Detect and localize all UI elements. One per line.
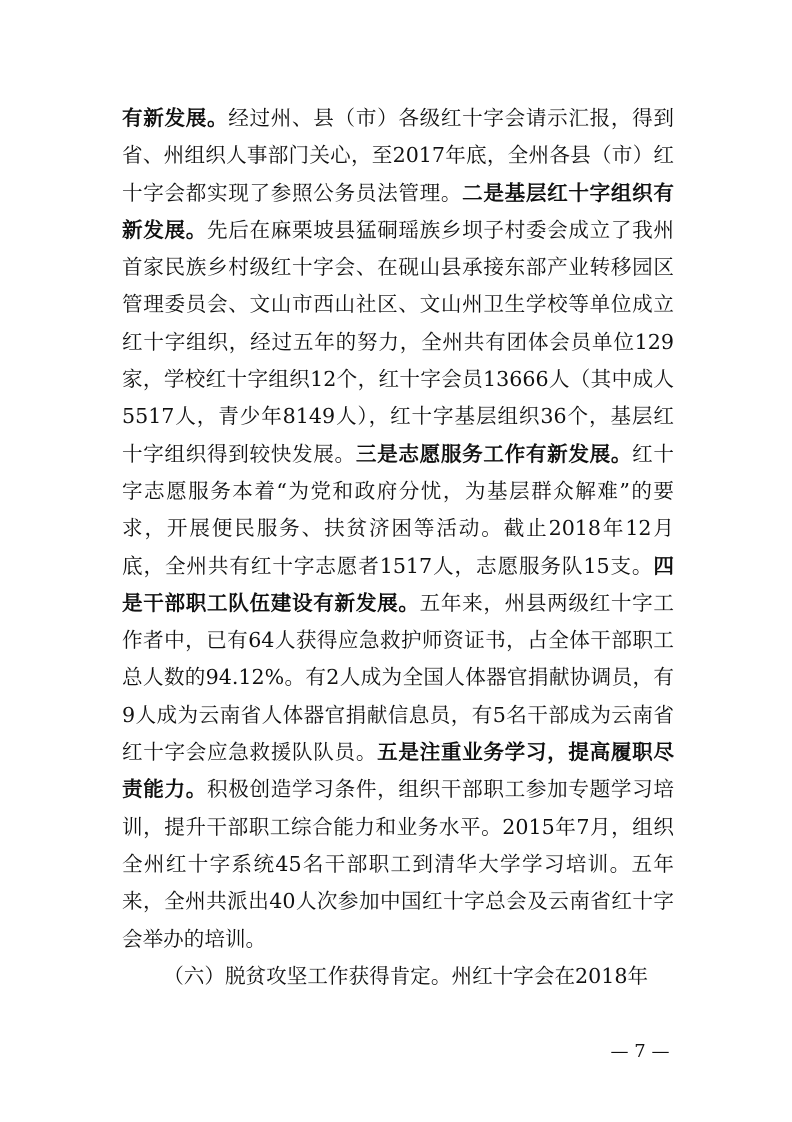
heading-run: 四是干部职工队伍建设有新发展。 <box>122 553 674 615</box>
heading-run: 三是志愿服务工作有新发展。 <box>355 441 633 466</box>
paragraph-2 <box>122 958 674 995</box>
body-run: （六）脱贫攻坚工作获得肯定。州红十字会在2018年 <box>163 963 649 988</box>
paragraph-1 <box>122 100 674 958</box>
page-number: — 7 — <box>610 1041 670 1062</box>
body-run: 先后在麻栗坡县猛硐瑶族乡坝子村委会成立了我州首家民族乡村级红十字会、在砚山县承接东部产业转移园区管理委员会、文山市西山社区、文山州卫生学校等单位成立红十字组织，经过五年的努力，全州共有团体会员单位129家，学校红十字组织12个，红十字会员13666人（其中成人5517人，青少年8149人），红十字基层组织36个，基层红十字组织得到较快发展。 <box>122 217 675 466</box>
body-run: 经过州、县（市）各级红十字会请示汇报，得到省、州组织人事部门关心，至2017年底，全州各县（市）红十字会都实现了参照公务员法管理。 <box>122 106 674 205</box>
document-body <box>122 100 674 995</box>
heading-run: 二是基层红十字组织有新发展。 <box>122 180 675 242</box>
body-run: 积极创造学习条件，组织干部职工参加专题学习培训，提升干部职工综合能力和业务水平。2015年7月，组织全州红十字系统45名干部职工到清华大学学习培训。五年来，全州共派出40人次参加中国红十字总会及云南省红十字会举办的培训。 <box>122 777 675 951</box>
heading-run: 五是注重业务学习，提高履职尽责能力。 <box>122 740 675 802</box>
body-run: 红十字志愿服务本着“为党和政府分忧，为基层群众解难”的要求，开展便民服务、扶贫济困等活动。截止2018年12月底，全州共有红十字志愿者1517人，志愿服务队15支。 <box>122 441 675 578</box>
heading-run: 有新发展。 <box>122 106 229 130</box>
body-run: 五年来，州县两级红十字工作者中，已有64人获得应急救护师资证书，占全体干部职工总人数的94.12%。有2人成为全国人体器官捐献协调员，有9人成为云南省人体器官捐献信息员，有5名干部成为云南省红十字会应急救援队队员。 <box>122 590 675 765</box>
